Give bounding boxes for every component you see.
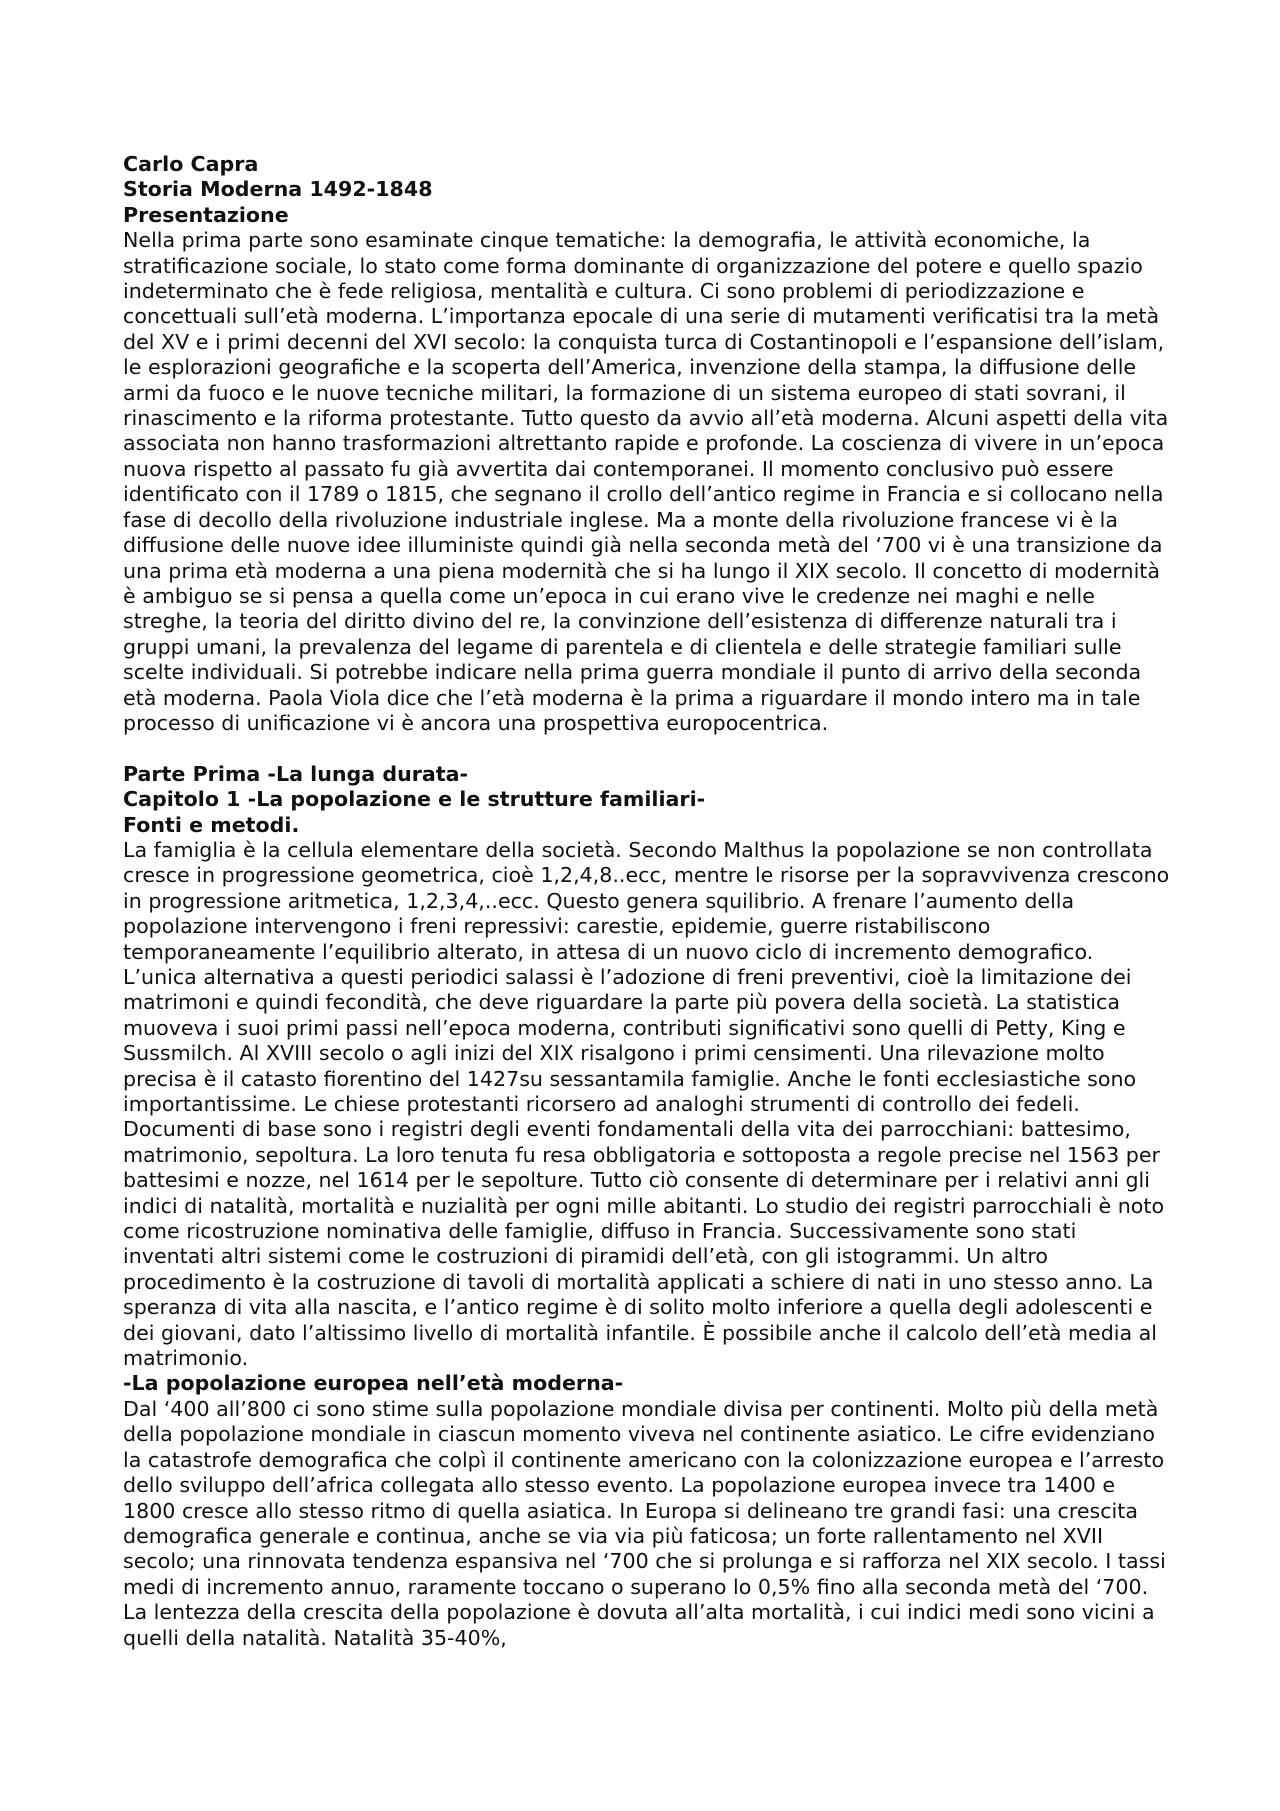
- section-heading-popolazione: -La popolazione europea nell’età moderna-: [123, 1371, 624, 1396]
- author-name: Carlo Capra: [123, 152, 259, 176]
- section-paragraph-popolazione: Dal ‘400 all’800 ci sono stime sulla popolazione mondiale divisa per continenti. Molto più della metà della popolazione mondiale in ciascun momento viveva nel continente asiatico. Le cifre evidenziano la catastrofe demografica che colpì il continente americano con la colonizzazione europea e l’arresto dello sviluppo dell’africa collegata allo stesso evento. La popolazione europea invece tra 1400 e 1800 cresce allo stesso ritmo di quella asiatica. In Europa si delineano tre grandi fasi: una crescita demografica generale e continua, anche se via via più faticosa; un forte rallentamento nel XVII secolo; una rinnovata tendenza espansiva nel ‘700 che si prolunga e si rafforza nel XIX secolo. I tassi medi di incremento annuo, raramente toccano o superano lo 0,5% fino alla seconda metà del ‘700. La lentezza della crescita della popolazione è dovuta all’alta mortalità, i cui indici medi sono vicini a quelli della natalità. Natalità 35-40%,: [123, 1396, 1166, 1650]
- section-heading-fonti-text: Fonti e metodi: [123, 812, 292, 837]
- section-heading-fonti: [123, 813, 1173, 838]
- presentation-paragraph: Nella prima parte sono esaminate cinque tematiche: la demografia, le attività economiche, la stratificazione sociale, lo stato come forma dominante di organizzazione del potere e quello spazio indeterminato che è fede religiosa, mentalità e cultura. Ci sono problemi di periodizzazione e concettuali sull’età moderna. L’importanza epocale di una serie di mutamenti verificatisi tra la metà del XV e i primi decenni del XVI secolo: la conquista turca di Costantinopoli e l’espansione dell’islam, le esplorazioni geografiche e la scoperta dell’America, invenzione della stampa, la diffusione delle armi da fuoco e le nuove tecniche militari, la formazione di un sistema europeo di stati sovrani, il rinascimento e la riforma protestante. Tutto questo da avvio all’età moderna. Alcuni aspetti della vita associata non hanno trasformazioni altrettanto rapide e profonde. La coscienza di vivere in un’epoca nuova rispetto al passato fu già avvertita dai contemporanei. Il momento conclusivo può essere identificato con il 1789 o 1815, che segnano il crollo dell’antico regime in Francia e si collocano nella fase di decollo della rivoluzione industriale inglese. Ma a monte della rivoluzione francese vi è la diffusione delle nuove idee illuministe quindi già nella seconda metà del ‘700 vi è una transizione da una prima età moderna a una piena modernità che si ha lungo il XIX secolo. Il concetto di modernità è ambiguo se si pensa a quella come un’epoca in cui erano vive le credenze nei maghi e nelle streghe, la teoria del diritto divino del re, la convinzione dell’esistenza di differenze naturali tra i gruppi umani, la prevalenza del legame di parentela e di clientela e delle strategie familiari sulle scelte individuali. Si potrebbe indicare nella prima guerra mondiale il punto di arrivo della seconda età moderna. Paola Viola dice che l’età moderna è la prima a riguardare il mondo intero ma in tale processo di unificazione vi è ancora una prospettiva europocentrica.: [123, 228, 1169, 735]
- book-title: Storia Moderna 1492-1848: [123, 177, 433, 202]
- document-page: [123, 152, 1173, 1651]
- part-heading: Parte Prima -La lunga durata-: [123, 761, 469, 786]
- chapter-heading: Capitolo 1 -La popolazione e le strutture familiari-: [123, 787, 706, 812]
- blank-line: [123, 736, 1173, 761]
- section-heading-fonti-period: .: [291, 812, 300, 837]
- section-paragraph-fonti: La famiglia è la cellula elementare della società. Secondo Malthus la popolazione se non controllata cresce in progressione geometrica, cioè 1,2,4,8..ecc, mentre le risorse per la sopravvivenza crescono in progressione aritmetica, 1,2,3,4,..ecc. Questo genera squilibrio. A frenare l’aumento della popolazione intervengono i freni repressivi: carestie, epidemie, guerre ristabiliscono temporaneamente l’equilibrio alterato, in attesa di un nuovo ciclo di incremento demografico. L’unica alternativa a questi periodici salassi è l’adozione di freni preventivi, cioè la limitazione dei matrimoni e quindi fecondità, che deve riguardare la parte più povera della società. La statistica muoveva i suoi primi passi nell’epoca moderna, contributi significativi sono quelli di Petty, King e Sussmilch. Al XVIII secolo o agli inizi del XIX risalgono i primi censimenti. Una rilevazione molto precisa è il catasto fiorentino del 1427su sessantamila famiglie. Anche le fonti ecclesiastiche sono importantissime. Le chiese protestanti ricorsero ad analoghi strumenti di controllo dei fedeli. Documenti di base sono i registri degli eventi fondamentali della vita dei parrocchiani: battesimo, matrimonio, sepoltura. La loro tenuta fu resa obbligatoria e sottoposta a regole precise nel 1563 per battesimi e nozze, nel 1614 per le sepolture. Tutto ciò consente di determinare per i relativi anni gli indici di natalità, mortalità e nuzialità per ogni mille abitanti. Lo studio dei registri parrocchiali è noto come ricostruzione nominativa delle famiglie, diffuso in Francia. Successivamente sono stati inventati altri sistemi come le costruzioni di piramidi dell’età, con gli istogrammi. Un altro procedimento è la costruzione di tavoli di mortalità applicati a schiere di nati in uno stesso anno. La speranza di vita alla nascita, e l’antico regime è di solito molto inferiore a quella degli adolescenti e dei giovani, dato l’altissimo livello di mortalità infantile. È possibile anche il calcolo dell’età media al matrimonio.: [123, 837, 1170, 1371]
- presentation-heading: Presentazione: [123, 202, 289, 227]
